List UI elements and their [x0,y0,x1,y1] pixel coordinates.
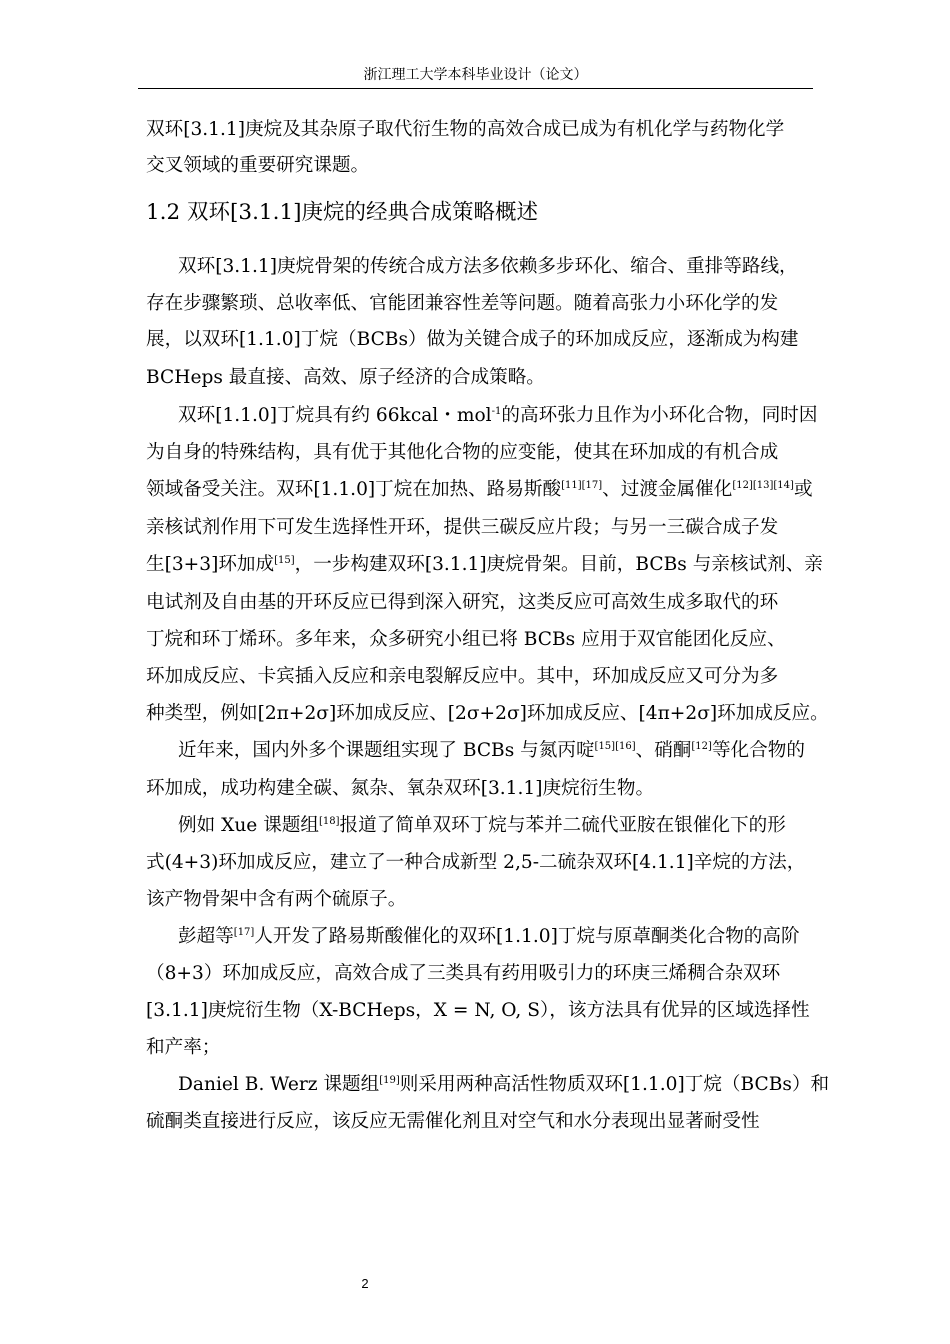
text-segment: 报道了简单双环丁烷与苯并二硫代亚胺在银催化下的形 [339,815,786,836]
text-line [146,154,369,178]
text-segment: （8+3）环加成反应，高效合成了三类具有药用吸引力的环庚三烯稠合杂双环 [146,963,781,984]
page-number: 2 [361,1276,369,1291]
text-line [146,553,823,577]
text-segment: 电试剂及自由基的开环反应已得到深入研究，这类反应可高效生成多取代的环 [146,592,779,613]
text-segment: 、硝酮 [635,740,692,761]
text-segment: 人开发了路易斯酸催化的双环[1.1.0]丁烷与原䓬酮类化合物的高阶 [254,926,800,947]
text-line [146,292,778,316]
citation-superscript: [19] [379,1075,400,1086]
text-segment: 交叉领域的重要研究课题。 [146,155,370,176]
citation-superscript: [18] [319,816,340,827]
text-line [178,925,800,949]
text-segment: 和产率； [146,1037,221,1058]
text-segment: 近年来，国内外多个课题组实现了 BCBs 与氮丙啶 [178,740,595,761]
text-segment: 双环[3.1.1]庚烷及其杂原子取代衍生物的高效合成已成为有机化学与药物化学 [146,119,785,140]
text-segment: 、过渡金属催化 [602,479,733,500]
text-segment: 丁烷和环丁烯环。多年来，众多研究小组已将 BCBs 应用于双官能团化反应、 [146,629,786,650]
text-segment: 展，以双环[1.1.0]丁烷（BCBs）做为关键合成子的环加成反应，逐渐成为构建 [146,329,799,350]
text-segment: 双环[3.1.1]庚烷骨架的传统合成方法多依赖多步环化、缩合、重排等路线， [178,256,798,277]
header-rule [138,88,813,89]
text-segment: 双环[1.1.0]丁烷具有约 66kcal・mol [178,405,492,426]
text-line [146,962,780,986]
text-segment: ，一步构建双环[3.1.1]庚烷骨架。目前，BCBs 与亲核试剂、亲 [294,554,823,575]
text-segment: 或 [793,479,813,500]
text-line [146,628,786,652]
text-segment: 环加成，成功构建全碳、氮杂、氧杂双环[3.1.1]庚烷衍生物。 [146,778,655,799]
text-segment: 生[3+3]环加成 [146,554,275,575]
citation-superscript: [15][16] [594,741,636,752]
text-line [146,478,813,502]
text-segment: 则采用两种高活性物质双环[1.1.0]丁烷（BCBs）和 [399,1074,830,1095]
text-segment: 式(4+3)环加成反应，建立了一种合成新型 2,5-二硫杂双环[4.1.1]辛烷的方法， [146,852,806,873]
text-line [178,1073,829,1097]
text-segment: 等化合物的 [711,740,805,761]
text-line [178,255,798,279]
text-segment: Daniel B. Werz 课题组 [178,1074,380,1095]
text-line [146,1110,760,1134]
text-line [146,888,406,912]
text-line [146,118,784,142]
text-line [146,1036,220,1060]
citation-superscript: [17] [233,927,255,938]
text-line [146,665,778,689]
text-line [178,404,817,428]
section-heading: 1.2 双环[3.1.1]庚烷的经典合成策略概述 [146,200,539,225]
citation-superscript: [12] [691,741,712,752]
citation-superscript: [11][17] [561,480,603,491]
text-line [146,441,778,465]
citation-superscript: [12][13][14] [732,480,794,491]
text-segment: 环加成反应、卡宾插入反应和亲电裂解反应中。其中，环加成反应又可分为多 [146,666,779,687]
citation-superscript: -1 [491,406,502,417]
running-header: 浙江理工大学本科毕业设计（论文） [363,67,588,83]
text-line [146,702,829,726]
text-segment: 领域备受关注。双环[1.1.0]丁烷在加热、路易斯酸 [146,479,562,500]
text-segment: 该产物骨架中含有两个硫原子。 [146,889,407,910]
text-line [146,328,798,352]
text-segment: 的高环张力且作为小环化合物，同时因 [501,405,818,426]
text-line [178,739,805,763]
text-line [178,814,786,838]
text-line [146,516,778,540]
text-line [146,999,810,1023]
text-line [146,777,654,801]
text-segment: 为自身的特殊结构，具有优于其他化合物的应变能，使其在环加成的有机合成 [146,442,779,463]
citation-superscript: [15] [274,555,295,566]
text-segment: BCHeps 最直接、高效、原子经济的合成策略。 [146,367,545,388]
text-line [146,366,545,390]
text-line [146,851,805,875]
text-segment: 硫酮类直接进行反应，该反应无需催化剂且对空气和水分表现出显著耐受性 [146,1111,760,1132]
text-segment: [3.1.1]庚烷衍生物（X-BCHeps，X = N, O, S），该方法具有优异的区域选择性 [146,1000,810,1021]
text-segment: 例如 Xue 课题组 [178,815,320,836]
text-segment: 种类型，例如[2π+2σ]环加成反应、[2σ+2σ]环加成反应、[4π+2σ]环加成反应。 [146,703,829,724]
text-segment: 亲核试剂作用下可发生选择性开环，提供三碳反应片段；与另一三碳合成子发 [146,517,779,538]
text-segment: 存在步骤繁琐、总收率低、官能团兼容性差等问题。随着高张力小环化学的发 [146,293,779,314]
text-line [146,591,778,615]
text-segment: 彭超等 [178,926,234,947]
